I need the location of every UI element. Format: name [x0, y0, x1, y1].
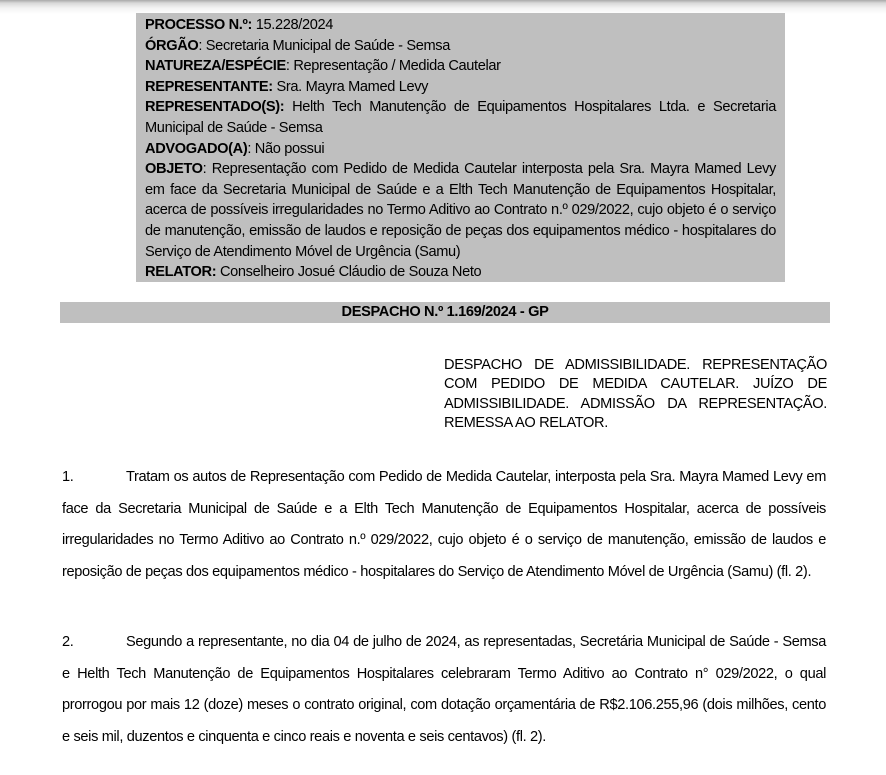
natureza-value: : Representação / Medida Cautelar: [285, 58, 501, 75]
representante-label: REPRESENTANTE:: [145, 78, 273, 95]
natureza-label: NATUREZA/ESPÉCIE: [145, 58, 286, 75]
paragraph-number: 2.: [62, 634, 74, 650]
relator-label: RELATOR:: [145, 264, 217, 281]
process-info-box: [136, 13, 785, 282]
processo-label: PROCESSO N.º:: [145, 17, 253, 33]
page-top-shadow: [0, 0, 886, 14]
processo-row: [145, 15, 776, 36]
objeto-row: [145, 159, 776, 262]
advogado-value: : Não possui: [247, 140, 325, 157]
processo-value: 15.228/2024: [252, 17, 334, 33]
objeto-label: OBJETO: [145, 161, 203, 178]
orgao-label: ÓRGÃO: [145, 37, 199, 54]
paragraph-1: [62, 462, 826, 588]
relator-row: [145, 262, 776, 283]
paragraph-text: Tratam os autos de Representação com Pedido de Medida Cautelar, interposta pela Sra. Mayra Mamed Levy em face da Secretaria Municipal de Saúde e a Elth Tech Manutenção de Equipamentos Hospitalar, acerca de possíveis irregularidades no Termo Aditivo ao Contrato n.º 029/2022, cujo objeto é o serviço de manutenção, emissão de laudos e reposição de peças dos equipamentos médico - hospitalares do Serviço de Atendimento Móvel de Urgência (Samu) (fl. 2).: [62, 469, 826, 580]
representante-row: [145, 77, 776, 98]
relator-value: Conselheiro Josué Cláudio de Souza Neto: [216, 264, 482, 281]
orgao-value: : Secretaria Municipal de Saúde - Semsa: [198, 37, 450, 54]
paragraph-2: [62, 627, 826, 753]
natureza-row: [145, 56, 776, 77]
objeto-value: : Representação com Pedido de Medida Cautelar interposta pela Sra. Mayra Mamed Levy em face da Secretaria Municipal de Saúde e a Elth Tech Manutenção de Equipamentos Hospitalar, acerca de possíveis irregularidades no Termo Aditivo ao Contrato n.º 029/2022, cujo objeto é o serviço de manutenção, emissão de laudos e reposição de peças dos equipamentos médico - hospitalares do Serviço de Atendimento Móvel de Urgência (Samu): [145, 161, 776, 260]
representados-row: [145, 97, 776, 138]
ementa-text: DESPACHO DE ADMISSIBILIDADE. REPRESENTAÇÃO COM PEDIDO DE MEDIDA CAUTELAR. JUÍZO DE ADMISSIBILIDADE. ADMISSÃO DA REPRESENTAÇÃO. REMESSA AO RELATOR.: [444, 357, 827, 432]
paragraph-number: 1.: [62, 469, 74, 485]
representante-value: Sra. Mayra Mamed Levy: [272, 78, 429, 95]
orgao-row: [145, 36, 776, 57]
representados-label: REPRESENTADO(S):: [145, 99, 285, 116]
advogado-label: ADVOGADO(A): [145, 140, 248, 157]
despacho-title: DESPACHO N.º 1.169/2024 - GP: [341, 304, 549, 320]
despacho-title-bar: [60, 302, 830, 323]
advogado-row: [145, 139, 776, 160]
representados-value: Helth Tech Manutenção de Equipamentos Hospitalares Ltda. e Secretaria Municipal de Saúde - Semsa: [145, 99, 776, 136]
paragraph-text: Segundo a representante, no dia 04 de julho de 2024, as representadas, Secretária Municipal de Saúde - Semsa e Helth Tech Manutenção de Equipamentos Hospitalares celebraram Termo Aditivo ao Contrato n° 029/2022, o qual prorrogou por mais 12 (doze) meses o contrato original, com dotação orçamentária de R$2.106.255,96 (dois milhões, cento e seis mil, duzentos e cinquenta e cinco reais e noventa e seis centavos) (fl. 2).: [62, 634, 826, 745]
